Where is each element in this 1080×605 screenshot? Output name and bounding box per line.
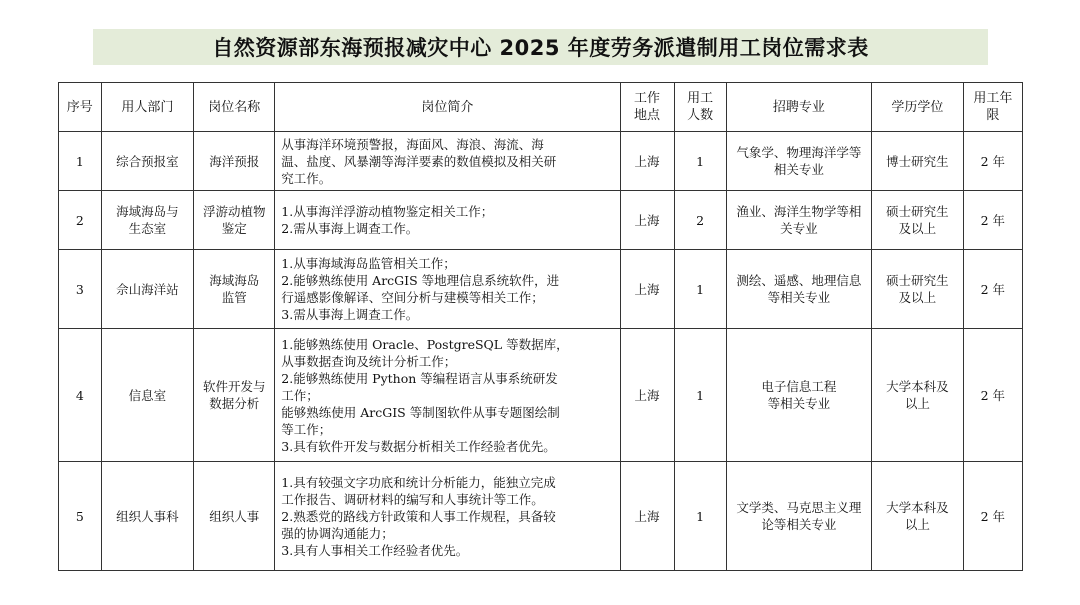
cell-description (275, 250, 620, 329)
header-degree: 学历学位 (872, 83, 964, 132)
cell-seq: 3 (59, 250, 102, 329)
cell-description-line: 工作； (281, 387, 319, 403)
cell-dept-line: 信息室 (128, 387, 167, 403)
cell-major-line: 文学类、马克思主义理 (736, 500, 862, 515)
cell-degree (872, 132, 964, 191)
cell-term: 2 年 (963, 191, 1022, 250)
cell-seq: 2 (59, 191, 102, 250)
cell-position (194, 329, 275, 462)
cell-position (194, 462, 275, 571)
cell-location: 上海 (620, 329, 674, 462)
cell-dept (101, 132, 194, 191)
cell-description-line: 从事海洋环境预警报，海面风、海浪、海流、海 (281, 136, 544, 152)
cell-description-line: 等工作； (281, 421, 332, 437)
cell-location: 上海 (620, 250, 674, 329)
header-position: 岗位名称 (194, 83, 275, 132)
cell-major-line: 相关专业 (773, 162, 824, 177)
cell-major-line: 电子信息工程 (761, 379, 837, 394)
table-row (59, 250, 1023, 329)
cell-count: 2 (674, 191, 726, 250)
cell-degree-line: 大学本科及 (886, 500, 949, 515)
cell-major (726, 132, 872, 191)
cell-count: 1 (674, 329, 726, 462)
cell-term: 2 年 (963, 132, 1022, 191)
cell-position-line: 软件开发与 (202, 379, 266, 394)
cell-description-line: 工作报告、调研材料的编写和人事统计等工作。 (281, 491, 544, 507)
cell-degree (872, 462, 964, 571)
cell-dept (101, 191, 194, 250)
title-banner (93, 29, 988, 65)
cell-degree (872, 191, 964, 250)
header-term: 用工年 限 (963, 83, 1022, 132)
cell-major-line: 气象学、物理海洋学等 (736, 145, 862, 160)
cell-degree-line: 以上 (904, 396, 930, 411)
table-row (59, 191, 1023, 250)
cell-position-line: 鉴定 (221, 221, 247, 236)
cell-major (726, 191, 872, 250)
cell-count: 1 (674, 462, 726, 571)
table-row (59, 132, 1023, 191)
cell-location: 上海 (620, 132, 674, 191)
cell-degree-line: 及以上 (898, 221, 937, 236)
cell-degree-line: 硕士研究生 (886, 204, 949, 219)
cell-description-line: 1.能够熟练使用 Oracle、PostgreSQL 等数据库， (281, 336, 569, 352)
cell-major-line: 关专业 (780, 221, 818, 236)
cell-dept (101, 329, 194, 462)
cell-seq: 1 (59, 132, 102, 191)
cell-dept-line: 海域海岛与 (116, 204, 179, 219)
cell-description-line: 3.具有人事相关工作经验者优先。 (281, 542, 469, 558)
cell-position-line: 数据分析 (209, 396, 260, 411)
table-header-row (59, 83, 1023, 132)
cell-degree-line: 大学本科及 (886, 379, 949, 394)
cell-degree-line: 硕士研究生 (886, 273, 949, 288)
cell-major (726, 462, 872, 571)
cell-description-line: 2.需从事海上调查工作。 (281, 221, 419, 236)
page-title: 自然资源部东海预报减灾中心 2025 年度劳务派遣制用工岗位需求表 (212, 36, 869, 60)
header-seq: 序号 (59, 83, 102, 132)
cell-dept (101, 462, 194, 571)
cell-description-line: 3.具有软件开发与数据分析相关工作经验者优先。 (281, 438, 556, 454)
cell-location: 上海 (620, 191, 674, 250)
cell-term: 2 年 (963, 462, 1022, 571)
cell-description-line: 从事数据查询及统计分析工作； (281, 353, 457, 369)
job-requirements-table (58, 82, 1023, 571)
table-row (59, 329, 1023, 462)
header-dept: 用人部门 (101, 83, 194, 132)
cell-term: 2 年 (963, 329, 1022, 462)
cell-location: 上海 (620, 462, 674, 571)
cell-description-line: 1.从事海域海岛监管相关工作； (281, 256, 456, 271)
cell-dept-line: 组织人事科 (116, 508, 179, 524)
cell-major (726, 329, 872, 462)
cell-seq: 5 (59, 462, 102, 571)
cell-description-line: 1.具有较强文字功底和统计分析能力，能独立完成 (281, 474, 556, 490)
cell-dept-line: 佘山海洋站 (116, 281, 179, 297)
cell-degree (872, 250, 964, 329)
cell-description (275, 191, 620, 250)
cell-major-line: 等相关专业 (767, 396, 831, 411)
cell-position-line: 海洋预报 (209, 153, 260, 169)
cell-description-line: 2.能够熟练使用 Python 等编程语言从事系统研发 (281, 370, 558, 386)
cell-description-line: 2.能够熟练使用 ArcGIS 等地理信息系统软件，进 (281, 273, 560, 288)
cell-position-line: 海域海岛 (209, 273, 260, 288)
header-location: 工作 地点 (620, 83, 674, 132)
cell-degree (872, 329, 964, 462)
cell-position (194, 250, 275, 329)
cell-description (275, 132, 620, 191)
header-major: 招聘专业 (726, 83, 872, 132)
cell-seq: 4 (59, 329, 102, 462)
cell-major (726, 250, 872, 329)
cell-term: 2 年 (963, 250, 1022, 329)
cell-description-line: 温、盐度、风暴潮等海洋要素的数值模拟及相关研 (281, 153, 557, 169)
cell-major-line: 渔业、海洋生物学等相 (736, 204, 862, 219)
cell-position-line: 监管 (221, 290, 247, 305)
cell-count: 1 (674, 132, 726, 191)
table-row (59, 462, 1023, 571)
cell-degree-line: 博士研究生 (886, 153, 949, 169)
cell-position (194, 191, 275, 250)
cell-description-line: 行遥感影像解译、空间分析与建模等相关工作； (281, 290, 544, 305)
cell-description-line: 能够熟练使用 ArcGIS 等制图软件从事专题图绘制 (281, 404, 560, 420)
cell-description-line: 3.需从事海上调查工作。 (281, 307, 419, 322)
cell-dept-line: 综合预报室 (116, 153, 179, 169)
cell-dept-line: 生态室 (128, 221, 167, 236)
cell-description-line: 究工作。 (281, 170, 332, 186)
cell-major-line: 论等相关专业 (761, 517, 837, 532)
cell-description-line: 强的协调沟通能力； (281, 525, 394, 541)
cell-description (275, 329, 620, 462)
cell-description (275, 462, 620, 571)
cell-major-line: 测绘、遥感、地理信息 (736, 273, 862, 288)
cell-major-line: 等相关专业 (767, 290, 831, 305)
header-description: 岗位简介 (275, 83, 620, 132)
cell-description-line: 1.从事海洋浮游动植物鉴定相关工作； (281, 204, 494, 219)
cell-position-line: 组织人事 (209, 508, 260, 524)
cell-count: 1 (674, 250, 726, 329)
cell-degree-line: 及以上 (898, 290, 937, 305)
header-count: 用工 人数 (674, 83, 726, 132)
cell-position (194, 132, 275, 191)
cell-description-line: 2.熟悉党的路线方针政策和人事工作规程，具备较 (281, 508, 556, 524)
cell-position-line: 浮游动植物 (202, 204, 266, 219)
cell-degree-line: 以上 (904, 517, 930, 532)
cell-dept (101, 250, 194, 329)
